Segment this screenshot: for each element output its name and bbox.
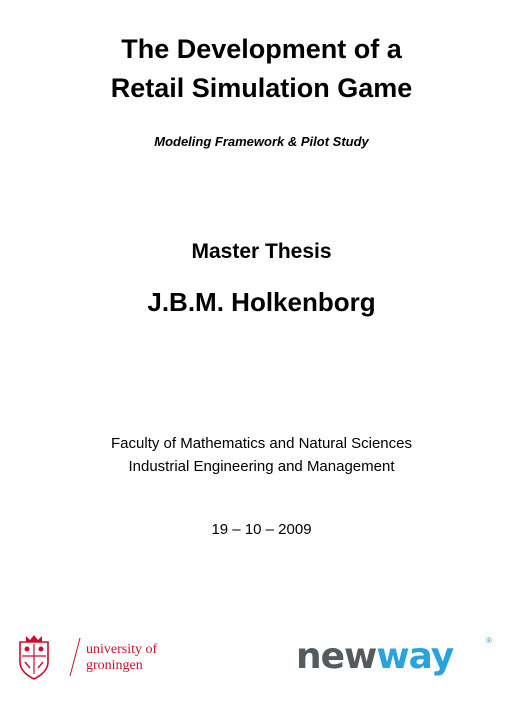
registered-mark: ® xyxy=(486,636,492,645)
university-logo xyxy=(16,634,216,682)
affiliation-line-1: Faculty of Mathematics and Natural Sciences xyxy=(111,435,412,452)
logo-divider-icon xyxy=(68,634,82,680)
author-name: J.B.M. Holkenborg xyxy=(147,287,376,317)
newway-wordmark-way: way xyxy=(376,636,454,677)
university-wordmark xyxy=(86,642,157,674)
title-line-2: Retail Simulation Game xyxy=(110,73,413,103)
newway-wordmark xyxy=(296,636,453,678)
newway-logo xyxy=(296,636,496,682)
document-subtitle: Modeling Framework & Pilot Study xyxy=(154,134,369,149)
university-crest-icon xyxy=(16,634,52,680)
document-type: Master Thesis xyxy=(191,240,332,263)
affiliation-line-2: Industrial Engineering and Management xyxy=(128,458,395,475)
document-title xyxy=(0,30,523,108)
affiliation xyxy=(0,432,523,478)
university-wordmark-line-2: groningen xyxy=(86,658,143,673)
title-line-1: The Development of a xyxy=(121,34,402,64)
document-date: 19 – 10 – 2009 xyxy=(211,521,312,538)
newway-wordmark-new: new xyxy=(296,636,377,677)
university-wordmark-line-1: university of xyxy=(86,642,158,657)
